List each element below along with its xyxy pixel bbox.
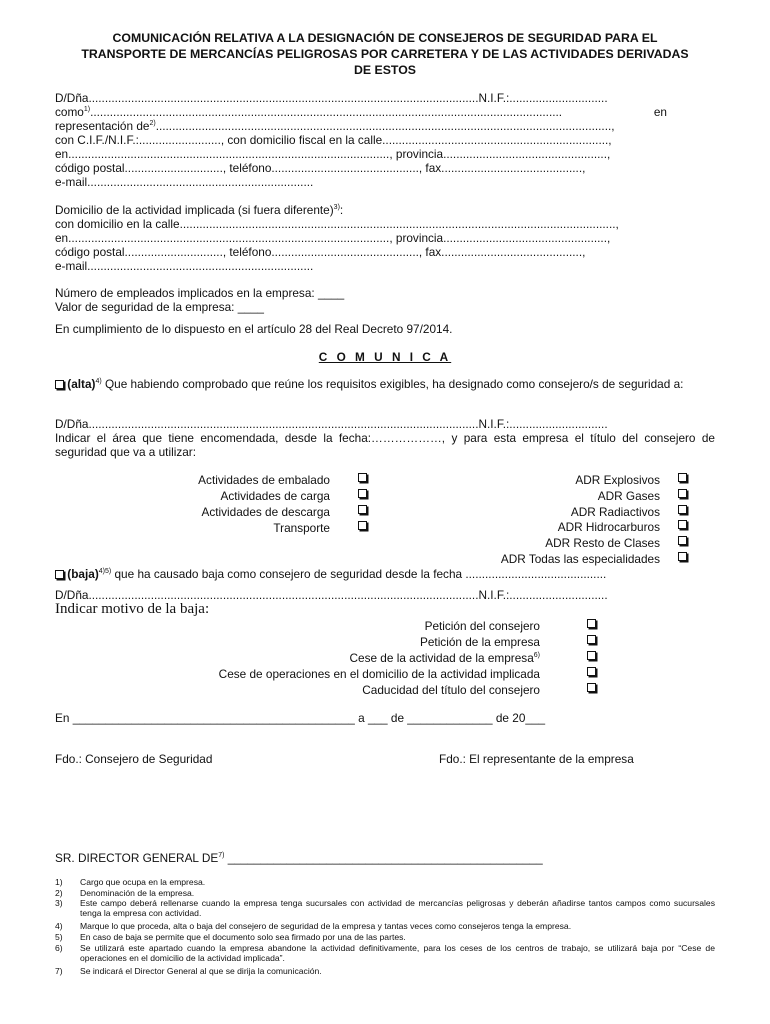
city-field[interactable]: en.................................................................................................., provincia..................................................,	[55, 147, 611, 161]
activity-carga-label: Actividades de carga	[220, 489, 330, 503]
reason-caducidad	[160, 683, 540, 697]
footnote-num: 5)	[55, 932, 63, 942]
reason-text: Cese de operaciones en el domicilio de la actividad implicada	[218, 667, 540, 681]
footnote-3	[55, 898, 715, 919]
alta-checkbox[interactable]	[55, 380, 64, 389]
reason-peticion-empresa	[160, 635, 540, 649]
footnote-7	[55, 966, 715, 976]
footnote-text: Cargo que ocupa en la empresa.	[80, 877, 206, 887]
activity-email-field[interactable]: e-mail.....................................................................	[55, 259, 314, 273]
alta-paragraph	[55, 377, 715, 391]
footnote-ref-3: 3)	[333, 204, 340, 212]
footnote-num: 6)	[55, 943, 63, 953]
carga-checkbox[interactable]	[358, 489, 367, 498]
comunica-heading: C O M U N I C A	[318, 350, 452, 364]
footnote-4	[55, 921, 715, 931]
footnote-text: Se utilizará este apartado cuando la empresa abandone la actividad definitivamente, para los ceses de los centros de trabajo, se utilizará baja por “Cese de operaciones en el domicilio de la actividad implicada”.	[80, 943, 715, 964]
cif-field[interactable]: con C.I.F./N.I.F.:........................., con domicilio fiscal en la calle.....................................................................,	[55, 133, 612, 147]
footnote-text: Marque lo que proceda, alta o baja del consejero de seguridad de la empresa y tantas veces como consejeros tenga la empresa.	[80, 921, 572, 931]
representation-field[interactable]	[55, 119, 675, 133]
reason-cese-actividad-checkbox[interactable]	[587, 651, 596, 660]
title-line-2: TRANSPORTE DE MERCANCÍAS PELIGROSAS POR CARRETERA Y DE LAS ACTIVIDADES DERIVADAS	[81, 47, 689, 61]
baja-label: (baja)	[67, 567, 99, 581]
footnote-ref-6: 6)	[533, 652, 540, 660]
footnote-ref-4-5: 4)5)	[98, 568, 112, 576]
activity-postal-phone-fax-field[interactable]: código postal.............................., teléfono............................................., fax...........................................,	[55, 245, 586, 259]
adr-hidrocarburos-label: ADR Hidrocarburos	[557, 520, 660, 534]
footnote-num: 2)	[55, 888, 63, 898]
adr-explosivos-checkbox[interactable]	[678, 473, 687, 482]
adr-gases-checkbox[interactable]	[678, 489, 687, 498]
reason-cese-operaciones	[160, 667, 540, 681]
footnote-text: Se indicará el Director General al que se dirija la comunicación.	[80, 966, 322, 976]
footnote-num: 1)	[55, 877, 63, 887]
director-label: SR. DIRECTOR GENERAL DE	[55, 851, 219, 865]
adr-radiactivos-label: ADR Radiactivos	[570, 505, 660, 519]
alta-label: (alta)	[67, 377, 96, 391]
adr-todas-checkbox[interactable]	[678, 552, 687, 561]
repr-dots: ...........................................................................................................................................,	[155, 119, 615, 133]
reason-text: Cese de la actividad de la empresa	[349, 651, 534, 665]
activity-heading-colon: :	[339, 203, 344, 217]
reason-cese-actividad	[160, 651, 540, 665]
postal-phone-fax-field[interactable]: código postal.............................., teléfono............................................., fax...........................................,	[55, 161, 586, 175]
adr-explosivos-label: ADR Explosivos	[575, 473, 660, 487]
footnote-ref-2: 2)	[149, 120, 156, 128]
adr-todas-label: ADR Todas las especialidades	[500, 552, 660, 566]
reason-text: Petición de la empresa	[419, 635, 540, 649]
footnote-num: 3)	[55, 898, 63, 908]
como-dots: ................................................................................................................................................	[90, 105, 563, 119]
como-label: como	[55, 105, 84, 119]
title-line-1: COMUNICACIÓN RELATIVA A LA DESIGNACIÓN DE CONSEJEROS DE SEGURIDAD PARA EL	[112, 31, 658, 45]
title-line-3: DE ESTOS	[354, 63, 416, 77]
footnote-ref-4: 4)	[95, 378, 102, 386]
baja-paragraph	[55, 567, 695, 581]
reason-peticion-consejero-checkbox[interactable]	[587, 619, 596, 628]
baja-motivo-heading: Indicar motivo de la baja:	[55, 601, 210, 617]
activity-city-field[interactable]: en.................................................................................................., provincia..................................................,	[55, 231, 611, 245]
director-general-field[interactable]	[55, 851, 543, 865]
alta-area-text: Indicar el área que tiene encomendada, desde la fecha:………………, y para esta empresa el título del consejero de seguridad que va a utilizar:	[55, 431, 715, 459]
footnote-6	[55, 943, 715, 964]
document-title	[55, 30, 715, 78]
footnote-text: Este campo deberá rellenarse cuando la empresa tenga sucursales con actividad de mercancías peligrosas y deberán añadirse tantos campos como sucursales tenga la empresa con actividad.	[80, 898, 715, 919]
footnote-5	[55, 932, 715, 942]
footnote-1	[55, 877, 715, 887]
baja-text: que ha causado baja como consejero de seguridad desde la fecha ...........................................	[111, 567, 607, 581]
baja-name-field[interactable]: D/Dña.......................................................................................................................N.I.F.:..............................	[55, 588, 608, 602]
reason-text: Caducidad del título del consejero	[362, 683, 540, 697]
reason-peticion-empresa-checkbox[interactable]	[587, 635, 596, 644]
signature-representante: Fdo.: El representante de la empresa	[439, 752, 634, 766]
footnote-num: 4)	[55, 921, 63, 931]
footnote-text: En caso de baja se permite que el documento solo sea firmado por una de las partes.	[80, 932, 406, 942]
baja-checkbox[interactable]	[55, 570, 64, 579]
activity-heading-text: Domicilio de la actividad implicada (si fuera diferente)	[55, 203, 334, 217]
como-en: en	[653, 105, 667, 119]
date-place-field[interactable]: En ___________________________________________ a ___ de _____________ de 20___	[55, 711, 546, 725]
alta-text: Que habiendo comprobado que reúne los requisitos exigibles, ha designado como consejero/s de seguridad a:	[101, 377, 684, 391]
activity-street-field[interactable]: con domicilio en la calle.....................................................................................................................................,	[55, 217, 619, 231]
activity-transporte-label: Transporte	[273, 521, 330, 535]
activity-heading	[55, 203, 675, 217]
embalado-checkbox[interactable]	[358, 473, 367, 482]
repr-label: representación de	[55, 119, 150, 133]
alta-name-field[interactable]: D/Dña.......................................................................................................................N.I.F.:..............................	[55, 417, 608, 431]
reason-peticion-consejero	[160, 619, 540, 633]
adr-resto-label: ADR Resto de Clases	[545, 536, 660, 550]
position-field[interactable]	[55, 105, 675, 119]
adr-resto-checkbox[interactable]	[678, 536, 687, 545]
footnote-ref-1: 1)	[83, 106, 91, 114]
descarga-checkbox[interactable]	[358, 505, 367, 514]
company-name-field[interactable]: D/Dña.......................................................................................................................N.I.F.:..............................	[55, 91, 608, 105]
security-value-field[interactable]: Valor de seguridad de la empresa: ____	[55, 300, 264, 314]
compliance-text: En cumplimiento de lo dispuesto en el artículo 28 del Real Decreto 97/2014.	[55, 322, 453, 336]
employees-field[interactable]: Número de empleados implicados en la empresa: ____	[55, 286, 345, 300]
footnote-ref-7: 7)	[218, 852, 225, 860]
activity-descarga-label: Actividades de descarga	[201, 505, 330, 519]
adr-hidrocarburos-checkbox[interactable]	[678, 520, 687, 529]
reason-cese-operaciones-checkbox[interactable]	[587, 667, 596, 676]
transporte-checkbox[interactable]	[358, 521, 367, 530]
activity-embalado-label: Actividades de embalado	[198, 473, 330, 487]
signature-consejero: Fdo.: Consejero de Seguridad	[55, 752, 213, 766]
director-line: ________________________________________________	[224, 851, 543, 865]
footnote-2	[55, 888, 715, 898]
reason-caducidad-checkbox[interactable]	[587, 683, 596, 692]
reason-text: Petición del consejero	[424, 619, 540, 633]
adr-radiactivos-checkbox[interactable]	[678, 505, 687, 514]
email-field[interactable]: e-mail.....................................................................	[55, 175, 314, 189]
footnote-num: 7)	[55, 966, 63, 976]
adr-gases-label: ADR Gases	[597, 489, 660, 503]
footnote-text: Denominación de la empresa.	[80, 888, 195, 898]
